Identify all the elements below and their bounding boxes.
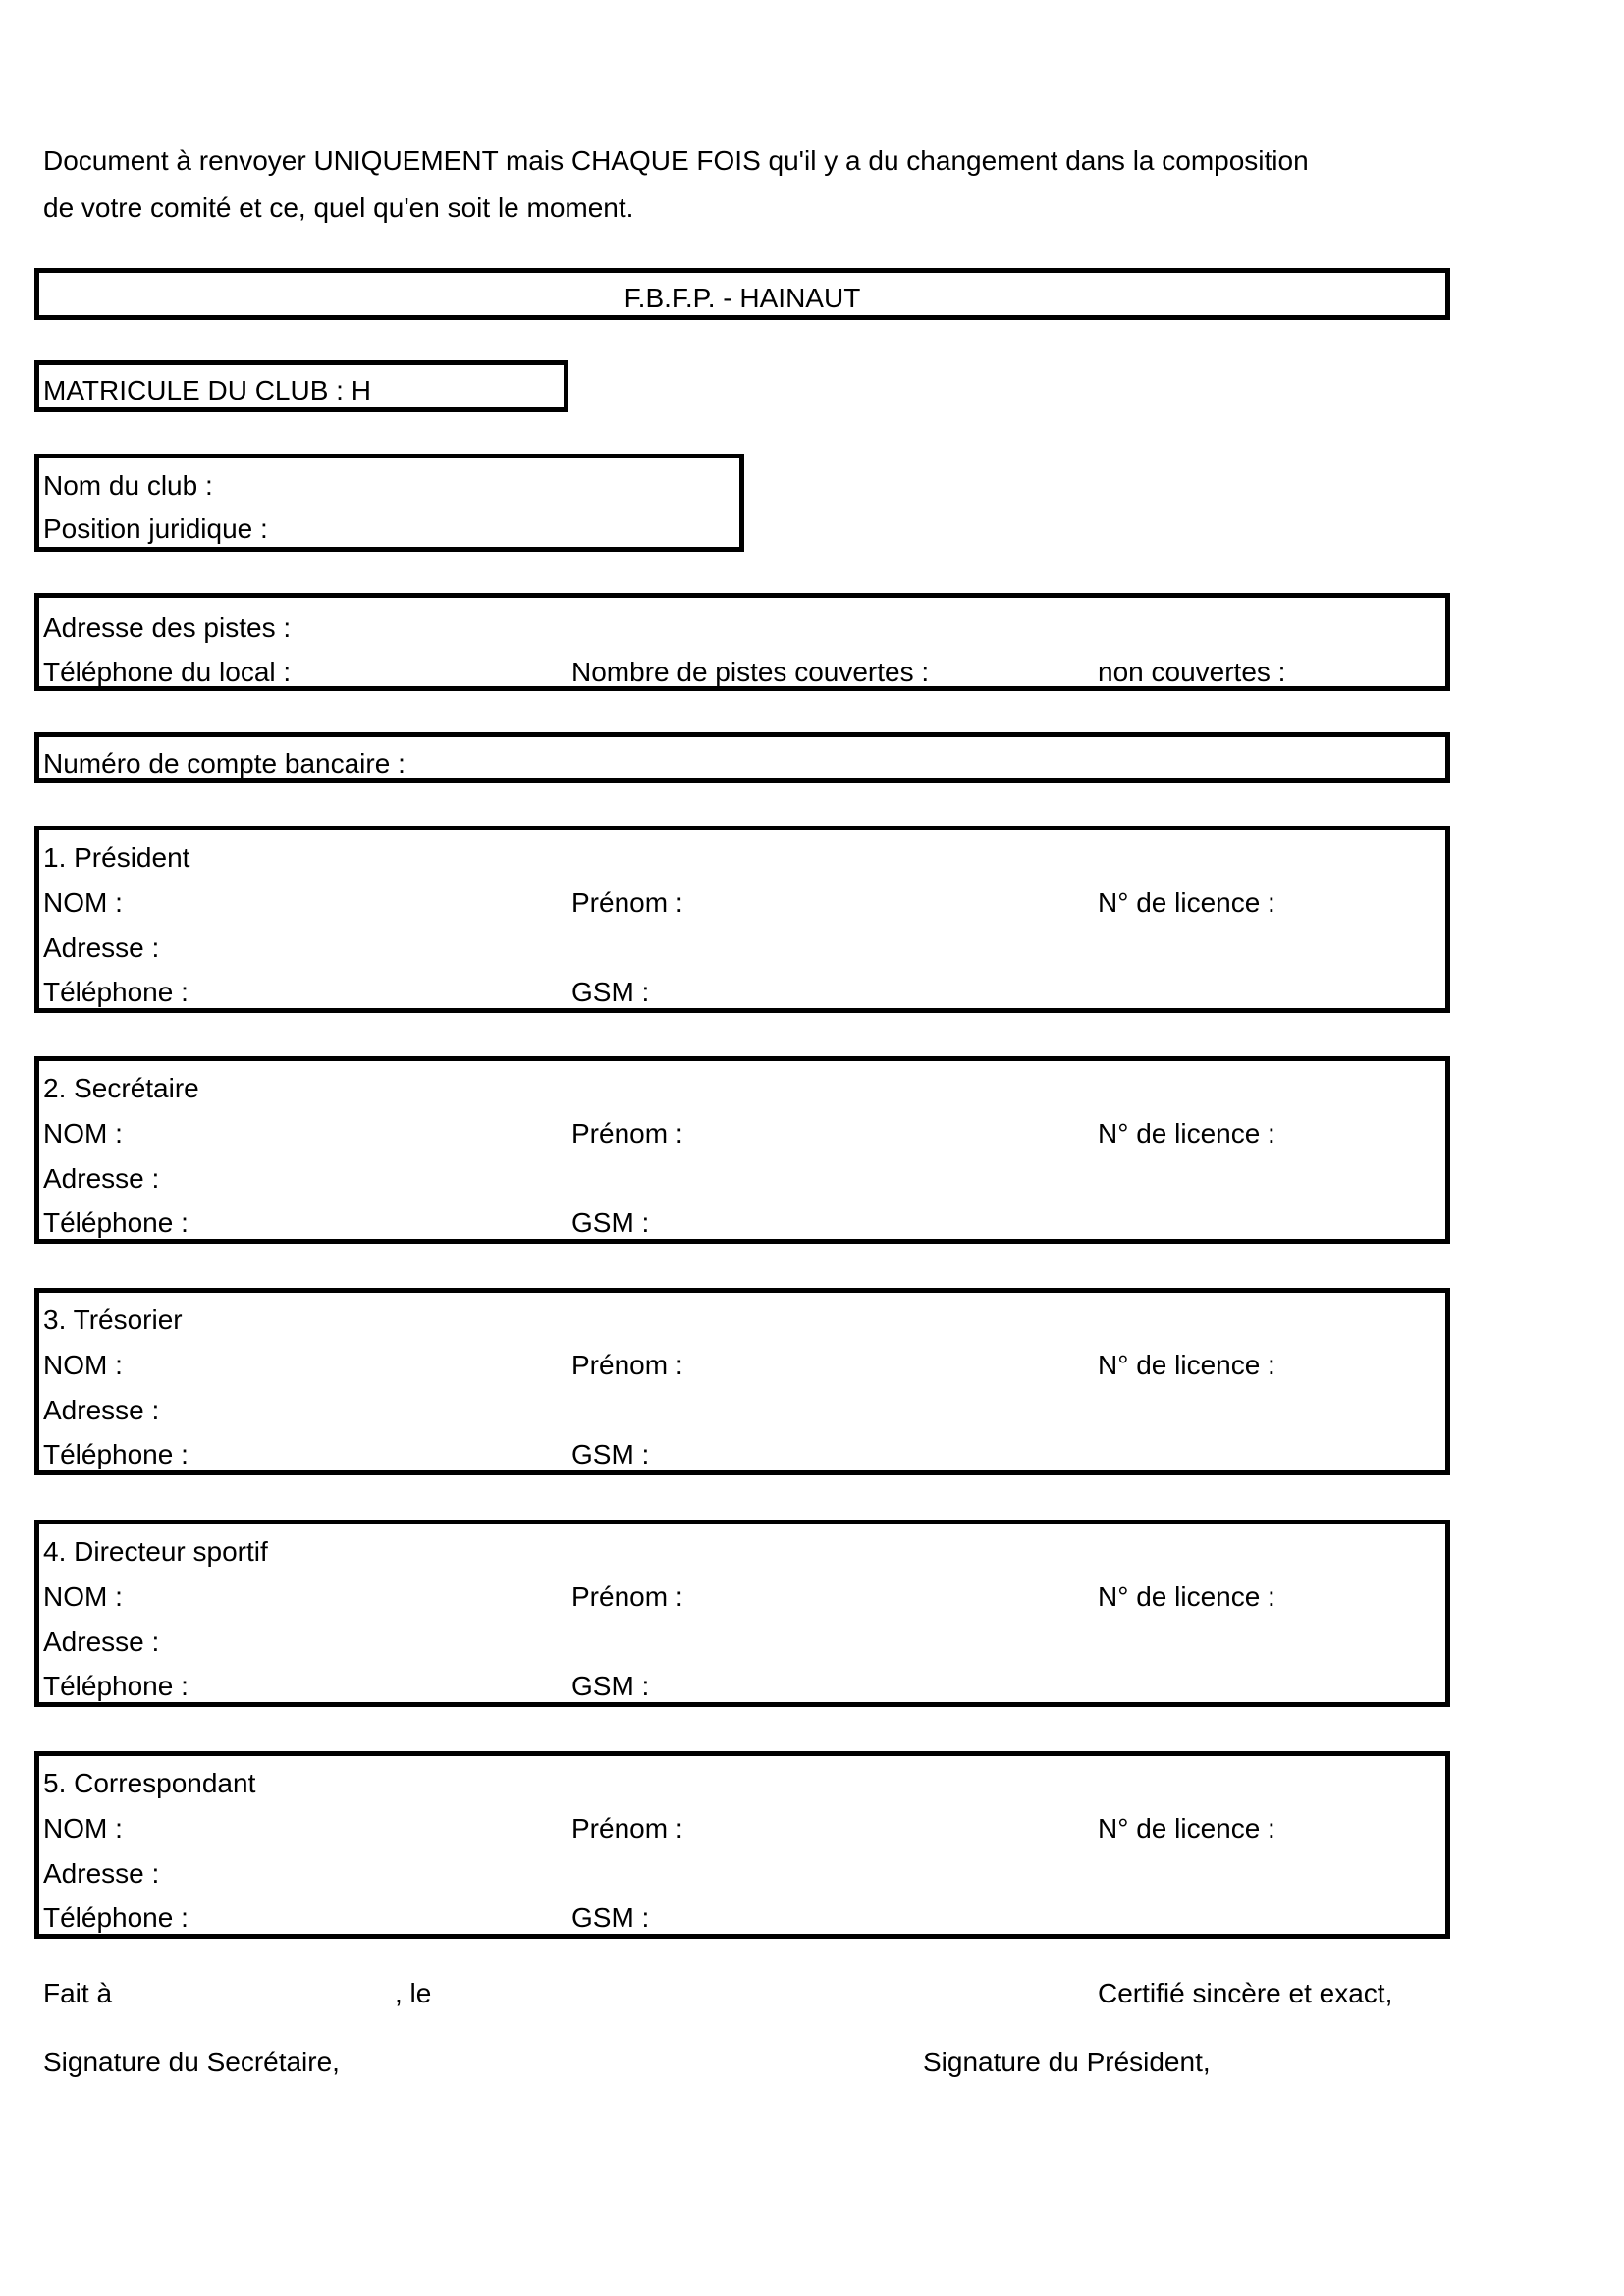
certified-label: Certifié sincère et exact, (1098, 1978, 1393, 2008)
federation-title: F.B.F.P. - HAINAUT (623, 283, 861, 313)
licence-label: N° de licence : (1098, 1581, 1275, 1612)
gsm-label: GSM : (571, 1902, 650, 1933)
gsm-label: GSM : (571, 977, 650, 1007)
telephone-label: Téléphone : (43, 1207, 189, 1238)
matricule-label: MATRICULE DU CLUB : H (43, 375, 371, 405)
prenom-label: Prénom : (571, 887, 683, 918)
section-tresorier[interactable] (34, 1288, 1450, 1475)
covered-courts-label: Nombre de pistes couvertes : (571, 657, 930, 687)
section-title: 2. Secrétaire (43, 1073, 199, 1103)
section-president[interactable] (34, 826, 1450, 1013)
telephone-label: Téléphone : (43, 1439, 189, 1469)
gsm-label: GSM : (571, 1439, 650, 1469)
prenom-label: Prénom : (571, 1813, 683, 1843)
club-position-label: Position juridique : (43, 513, 268, 544)
club-name-label: Nom du club : (43, 470, 213, 501)
local-phone-label: Téléphone du local : (43, 657, 292, 687)
president-signature-label: Signature du Président, (923, 2047, 1211, 2077)
intro-line-1: Document à renvoyer UNIQUEMENT mais CHAQUE FOIS qu'il y a du changement dans la composition (43, 145, 1309, 176)
section-directeur-sportif[interactable] (34, 1520, 1450, 1707)
federation-box (34, 268, 1450, 320)
nom-label: NOM : (43, 1350, 123, 1380)
prenom-label: Prénom : (571, 1118, 683, 1148)
intro-line-2: de votre comité et ce, quel qu'en soit le moment. (43, 192, 634, 223)
telephone-label: Téléphone : (43, 1671, 189, 1701)
prenom-label: Prénom : (571, 1350, 683, 1380)
section-title: 3. Trésorier (43, 1305, 183, 1335)
adresse-label: Adresse : (43, 1627, 160, 1657)
licence-label: N° de licence : (1098, 1350, 1275, 1380)
nom-label: NOM : (43, 887, 123, 918)
nom-label: NOM : (43, 1581, 123, 1612)
section-title: 5. Correspondant (43, 1768, 256, 1798)
section-correspondant[interactable] (34, 1751, 1450, 1939)
fait-a-label: Fait à (43, 1978, 113, 2008)
licence-label: N° de licence : (1098, 1813, 1275, 1843)
telephone-label: Téléphone : (43, 1902, 189, 1933)
adresse-label: Adresse : (43, 1395, 160, 1425)
section-title: 1. Président (43, 842, 190, 873)
bank-account-label: Numéro de compte bancaire : (43, 748, 406, 778)
prenom-label: Prénom : (571, 1581, 683, 1612)
gsm-label: GSM : (571, 1671, 650, 1701)
adresse-label: Adresse : (43, 933, 160, 963)
pistes-address-label: Adresse des pistes : (43, 613, 292, 643)
nom-label: NOM : (43, 1813, 123, 1843)
secretary-signature-label: Signature du Secrétaire, (43, 2047, 340, 2077)
pistes-box[interactable] (34, 593, 1450, 691)
uncovered-courts-label: non couvertes : (1098, 657, 1286, 687)
nom-label: NOM : (43, 1118, 123, 1148)
licence-label: N° de licence : (1098, 887, 1275, 918)
date-label: , le (395, 1978, 432, 2008)
section-title: 4. Directeur sportif (43, 1536, 268, 1567)
licence-label: N° de licence : (1098, 1118, 1275, 1148)
adresse-label: Adresse : (43, 1163, 160, 1194)
adresse-label: Adresse : (43, 1858, 160, 1889)
section-secretaire[interactable] (34, 1056, 1450, 1244)
bank-account-box[interactable] (34, 732, 1450, 783)
club-box[interactable] (34, 454, 744, 552)
telephone-label: Téléphone : (43, 977, 189, 1007)
matricule-box[interactable] (34, 360, 568, 412)
gsm-label: GSM : (571, 1207, 650, 1238)
